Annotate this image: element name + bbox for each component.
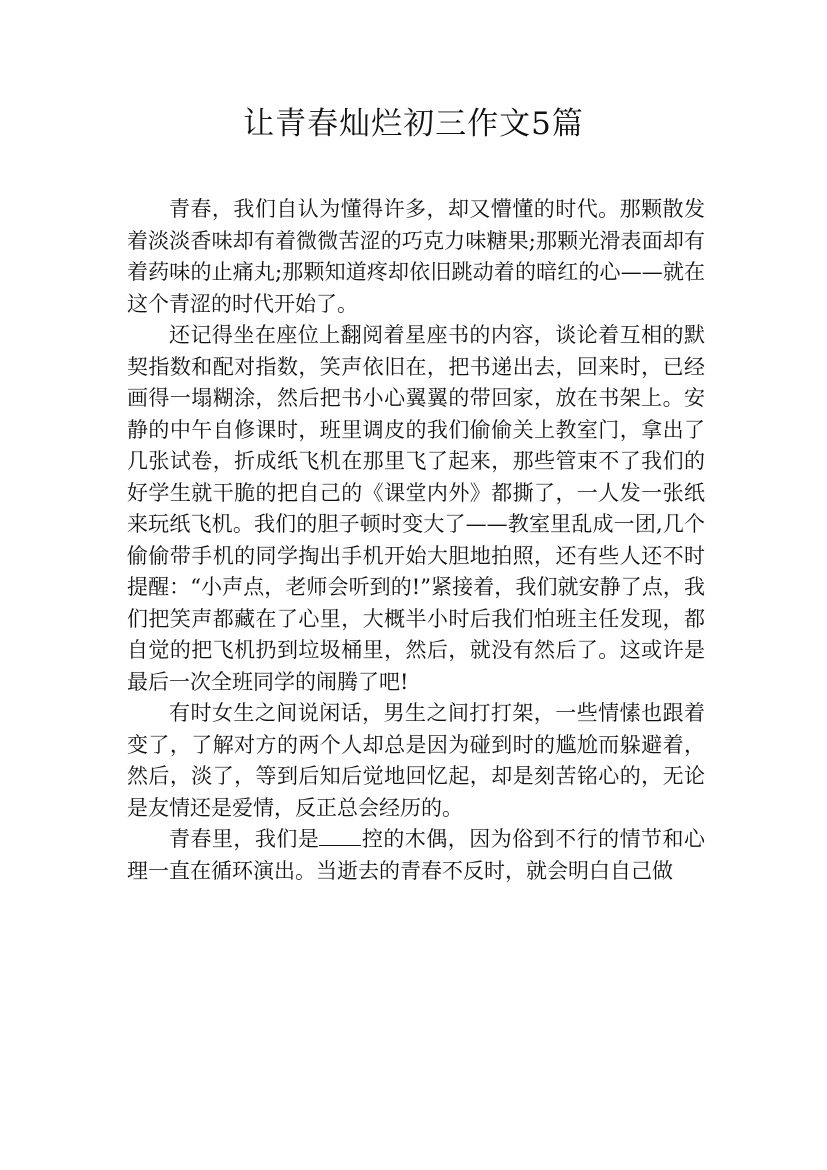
paragraph-2: 还记得坐在座位上翻阅着星座书的内容，谈论着互相的默契指数和配对指数，笑声依旧在，把书递出去，回来时，已经画得一塌糊涂，然后把书小心翼翼的带回家，放在书架上。安静的中午自修课时，班里调皮的我们偷偷关上教室门，拿出了几张试卷，折成纸飞机在那里飞了起来，那些管束不了我们的好学生就干脆的把自己的《课堂内外》都撕了，一人发一张纸来玩纸飞机。我们的胆子顿时变大了——教室里乱成一团,几个偷偷带手机的同学掏出手机开始大胆地拍照，还有些人还不时提醒：“小声点，老师会听到的!”紧接着，我们就安静了点，我们把笑声都藏在了心里，大概半小时后我们怕班主任发现，都自觉的把飞机扔到垃圾桶里，然后，就没有然后了。这或许是最后一次全班同学的闹腾了吧! (127, 323, 705, 694)
fill-in-blank-line (319, 827, 361, 846)
paragraph-3: 有时女生之间说闲话，男生之间打打架，一些情愫也跟着变了，了解对方的两个人却总是因为碰到时的尴尬而躲避着，然后，淡了，等到后知后觉地回忆起，却是刻苦铭心的，无论是友情还是爱情，反正总会经历的。 (127, 701, 705, 820)
paragraph-1: 青春，我们自认为懂得许多，却又懵懂的时代。那颗散发着淡淡香味却有着微微苦涩的巧克力味糖果;那颗光滑表面却有着药味的止痛丸;那颗知道疼却依旧跳动着的暗红的心——就在这个青涩的时代开始了。 (127, 197, 705, 316)
paragraph-4 (127, 824, 705, 887)
paragraph-4-before-blank: 青春里，我们是 (169, 827, 320, 851)
page-title: 让青春灿烂初三作文5篇 (243, 106, 584, 142)
article-body (127, 194, 705, 887)
paragraph-4-after-blank: 控的木偶，因为俗到不行的情节和心理一直在循环演出。当逝去的青春不反时，就会明白自己做 (127, 827, 706, 883)
